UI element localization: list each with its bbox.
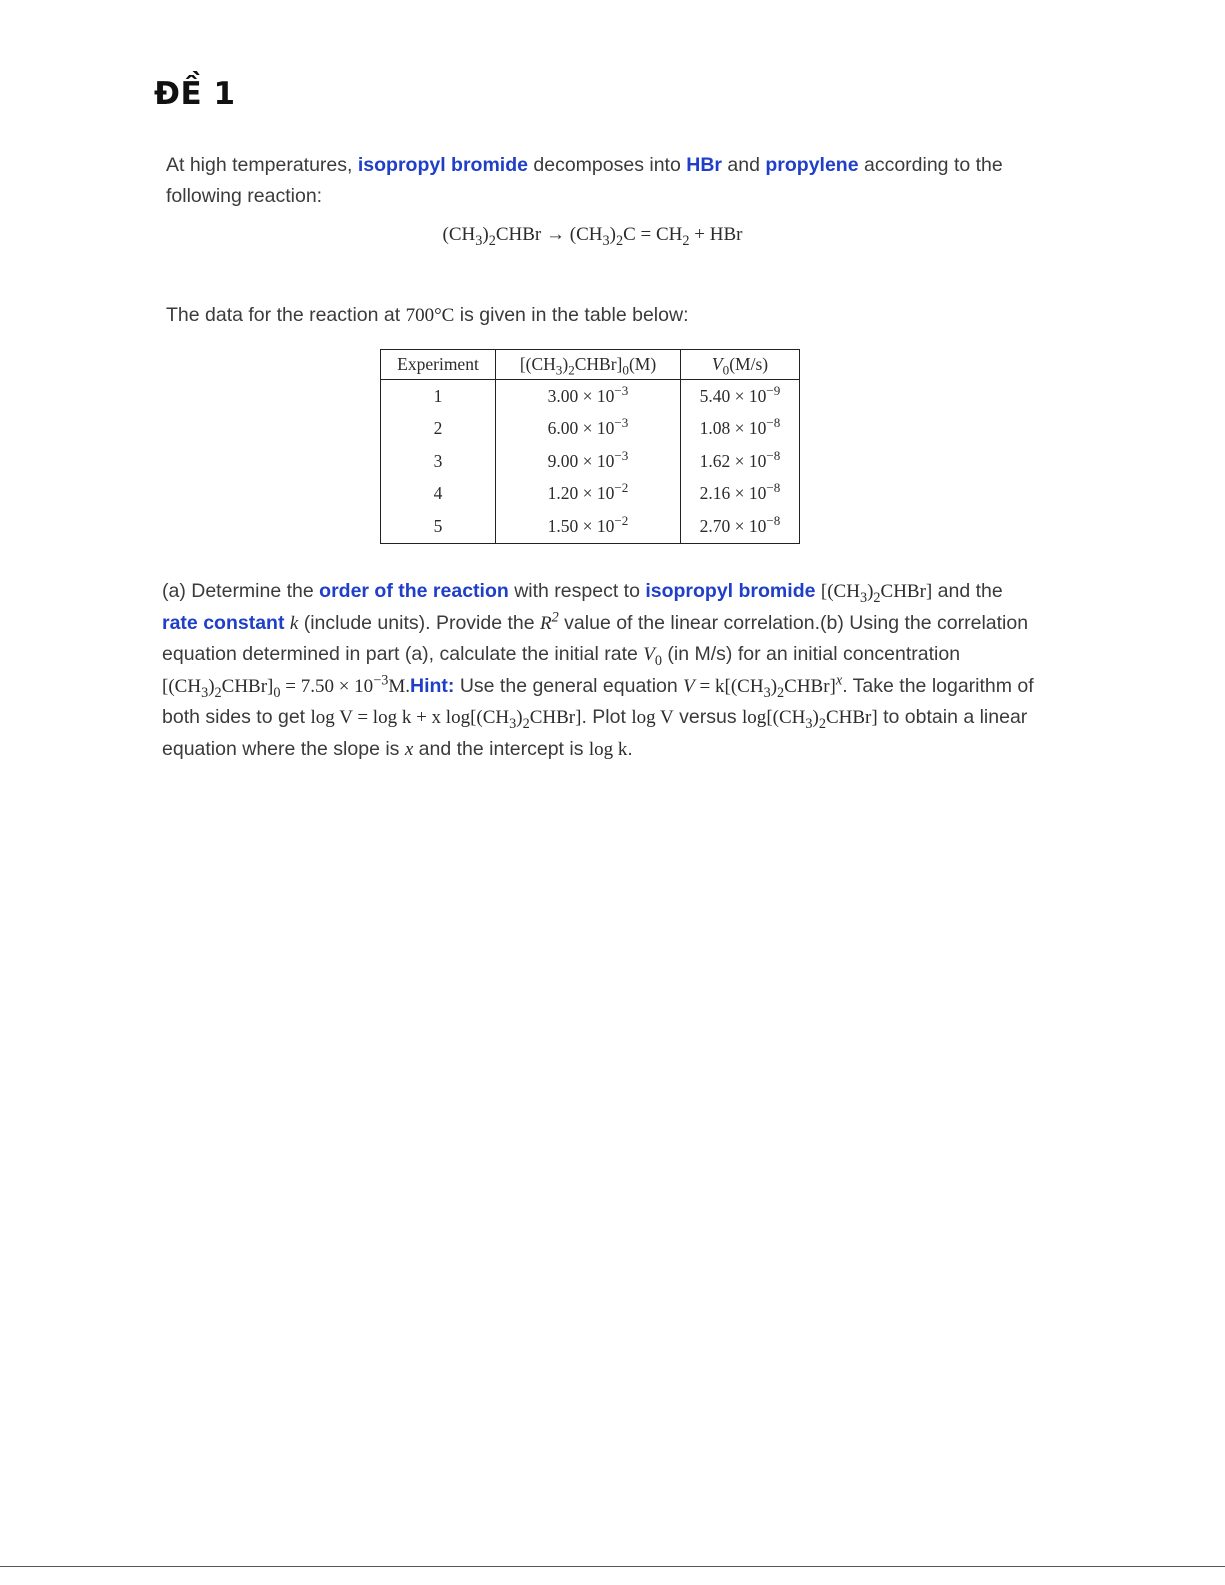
data-intro-text: The data for the reaction at [166, 304, 406, 326]
data-intro-text: is given in the table below: [454, 304, 689, 326]
symbol-r-squared: $R^2$ [540, 609, 559, 634]
cell-concentration: $9.00 \times 10^{-3}$ [496, 445, 681, 478]
equation-product-hbr: HBr [709, 224, 743, 245]
header-experiment: Experiment [381, 350, 496, 380]
intro-text: decomposes into [527, 154, 687, 176]
keyword-order-of-reaction: order of the reaction [319, 580, 509, 602]
formula-log-concentration: $\log[(CH_3)_2CHBr]$ [742, 707, 878, 732]
symbol-k: k [289, 612, 299, 634]
page-title: ĐỀ 1 [154, 76, 236, 112]
equation-reactant: $(CH_3)_2CHBr$ [442, 224, 542, 249]
table-row [381, 445, 800, 478]
data-intro-paragraph [166, 300, 1036, 332]
keyword-rate-constant: rate constant [162, 611, 285, 634]
header-rate: $V_0(M/s)$ [681, 350, 800, 380]
keyword-isopropyl-bromide: isopropyl bromide [357, 154, 528, 176]
intro-paragraph [166, 150, 1036, 211]
symbol-v0: $V_0$ [643, 644, 663, 669]
equation-plus: + [694, 224, 705, 245]
page-bottom-divider [0, 1566, 1225, 1567]
cell-concentration: $6.00 \times 10^{-3}$ [496, 413, 681, 446]
table-row [381, 380, 800, 413]
intro-text: according to the following reaction: [166, 154, 1003, 207]
question-paragraph: (a) Determine the order of the reaction with respect to isopropyl bromide $[(CH_3)_2CHBr]$ and the rate constant k (include units). Provide the $R^2$ value of the linear correlation.(b) Using the correlation equation determined in part (a), calculate the initial rate $V_0$ (in M/s) for an initial concentration $[(CH_3)_2CHBr]_0 = 7.50$ × $10^{-3}M.Hint$: Use the general equation $V = k[(CH_3)_2CHBr]^x$. Take the logarithm of both sides to get log V = log k + x $\log[(CH_3)_2CHBr]$. Plot log V versus $\log[(CH_3)_2CHBr]$ to obtain a linear equation where the slope is x and the intercept is log k. [162, 580, 1034, 760]
cell-experiment: 4 [381, 478, 496, 511]
equation-product-propylene: $(CH_3)_2C = CH_2$ [569, 224, 690, 249]
equation-arrow: → [546, 224, 566, 245]
hint-label: Hint: [410, 674, 455, 697]
table-header-row [381, 350, 800, 380]
intro-text: At high temperatures, [166, 154, 358, 176]
cell-experiment: 3 [381, 445, 496, 478]
cell-experiment: 5 [381, 510, 496, 543]
cell-concentration: $3.00 \times 10^{-3}$ [496, 380, 681, 413]
formula-rate-law: $V = k[(CH_3)_2CHBr]^x$ [683, 672, 843, 701]
cell-concentration: $1.20 \times 10^{-2}$ [496, 478, 681, 511]
table-row [381, 413, 800, 446]
formula-isopropyl-bromide: $[(CH_3)_2CHBr]$ [820, 581, 933, 606]
keyword-isopropyl-bromide: isopropyl bromide [645, 580, 816, 602]
cell-rate: $2.70 \times 10^{-8}$ [681, 510, 800, 543]
cell-concentration: $1.50 \times 10^{-2}$ [496, 510, 681, 543]
keyword-propylene: propylene [765, 154, 859, 176]
kinetics-data-table [380, 349, 800, 544]
intro-text: and [722, 154, 766, 176]
keyword-hbr: HBr [686, 154, 722, 176]
formula-log-k: log k [588, 738, 628, 760]
cell-rate: $1.08 \times 10^{-8}$ [681, 413, 800, 446]
cell-rate: $5.40 \times 10^{-9}$ [681, 380, 800, 413]
formula-log-v: log V [631, 707, 674, 728]
temperature-value: 700°C [405, 305, 455, 326]
header-concentration: $[(CH_3)_2CHBr]_0(M)$ [496, 350, 681, 380]
cell-experiment: 2 [381, 413, 496, 446]
table-row [381, 510, 800, 543]
cell-rate: $2.16 \times 10^{-8}$ [681, 478, 800, 511]
cell-experiment: 1 [381, 380, 496, 413]
reaction-equation [0, 224, 1185, 249]
formula-initial-concentration: $[(CH_3)_2CHBr]_0 = 7.50 \times 10^{-3}M$. [162, 672, 411, 701]
symbol-slope-x: x [404, 738, 414, 760]
formula-log-rate-law: log V = log k + x $\log[(CH_3)_2CHBr]$ [310, 707, 582, 732]
table-row [381, 478, 800, 511]
cell-rate: $1.62 \times 10^{-8}$ [681, 445, 800, 478]
